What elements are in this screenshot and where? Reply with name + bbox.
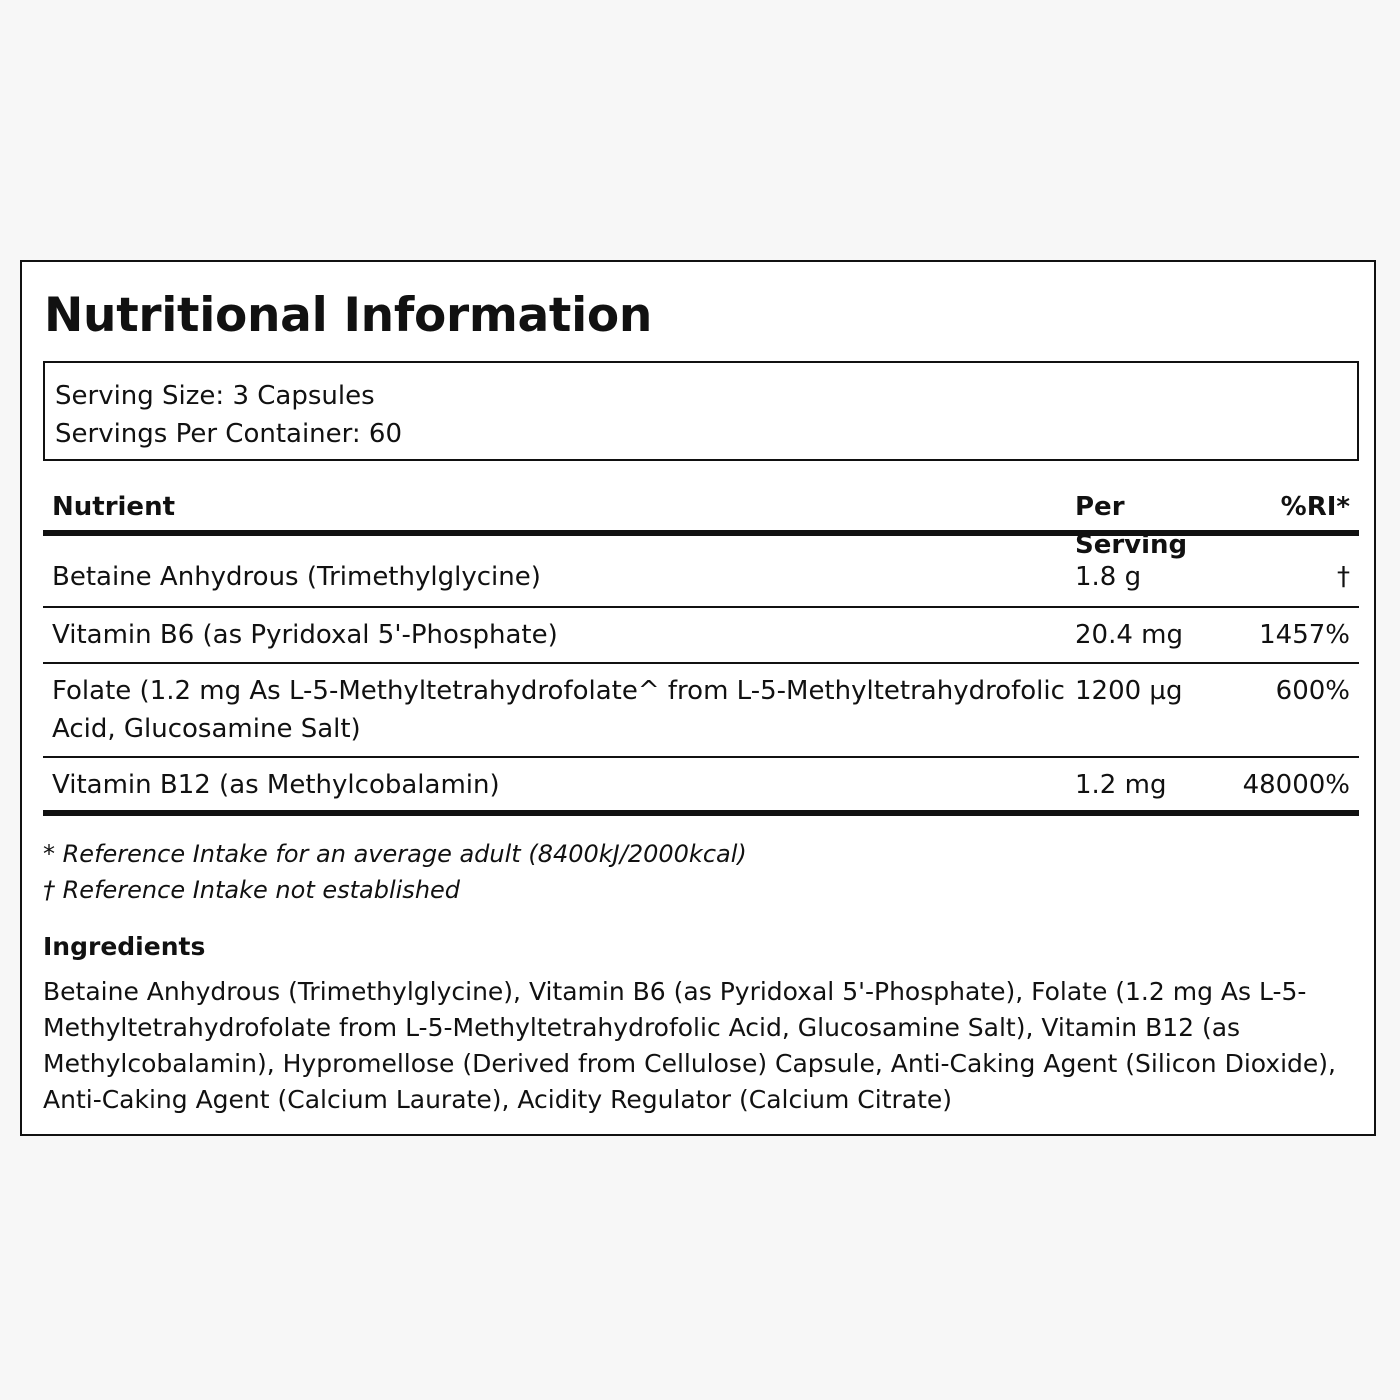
nutrient-name: Vitamin B12 (as Methylcobalamin): [52, 770, 500, 800]
nutrient-ri: 48000%: [1242, 770, 1350, 800]
footnotes: [43, 836, 747, 908]
nutrient-ri: 1457%: [1259, 620, 1350, 650]
serving-size: Serving Size: 3 Capsules: [55, 381, 375, 411]
serving-info-box: [43, 361, 1359, 461]
nutrient-amount: 1.8 g: [1075, 562, 1142, 592]
header-nutrient: Nutrient: [52, 492, 176, 522]
nutrient-ri: 600%: [1275, 676, 1350, 706]
table-row: [43, 536, 1359, 608]
ingredients-text: Betaine Anhydrous (Trimethylglycine), Vitamin B6 (as Pyridoxal 5'-Phosphate), Folate (1.2 mg As L-5-Methyltetrahydrofolate from L-5-Methyltetrahydrofolic Acid, Glucosamine Salt), Vitamin B12 (as Methylcobalamin), Hypromellose (Derived from Cellulose) Capsule, Anti-Caking Agent (Silicon Dioxide), Anti-Caking Agent (Calcium Laurate), Acidity Regulator (Calcium Citrate): [43, 977, 1336, 1114]
header-ri: %RI*: [1280, 492, 1350, 522]
nutrient-amount: 20.4 mg: [1075, 620, 1183, 650]
servings-per-container: Servings Per Container: 60: [55, 419, 403, 449]
page-title: Nutritional Information: [44, 288, 653, 343]
nutrient-name: Folate (1.2 mg As L-5-Methyltetrahydrofolate^ from L-5-Methyltetrahydrofolic Acid, Glucosamine Salt): [52, 676, 1065, 744]
footnote-dagger: † Reference Intake not established: [43, 876, 461, 904]
nutrient-ri: †: [1337, 562, 1350, 592]
table-row: [43, 758, 1359, 816]
nutrient-amount: 1200 µg: [1075, 676, 1183, 706]
ingredients-heading: Ingredients: [43, 932, 206, 961]
table-row: [43, 608, 1359, 664]
nutrition-panel: [20, 260, 1376, 1136]
nutrition-table: [43, 484, 1359, 816]
nutrient-name: Vitamin B6 (as Pyridoxal 5'-Phosphate): [52, 620, 558, 650]
nutrient-amount: 1.2 mg: [1075, 770, 1167, 800]
table-row: [43, 664, 1359, 758]
header-per-serving: Per Serving: [1075, 492, 1188, 560]
footnote-ri: * Reference Intake for an average adult (8400kJ/2000kcal): [43, 840, 747, 868]
table-header-row: [43, 484, 1359, 560]
nutrient-name: Betaine Anhydrous (Trimethylglycine): [52, 562, 541, 592]
